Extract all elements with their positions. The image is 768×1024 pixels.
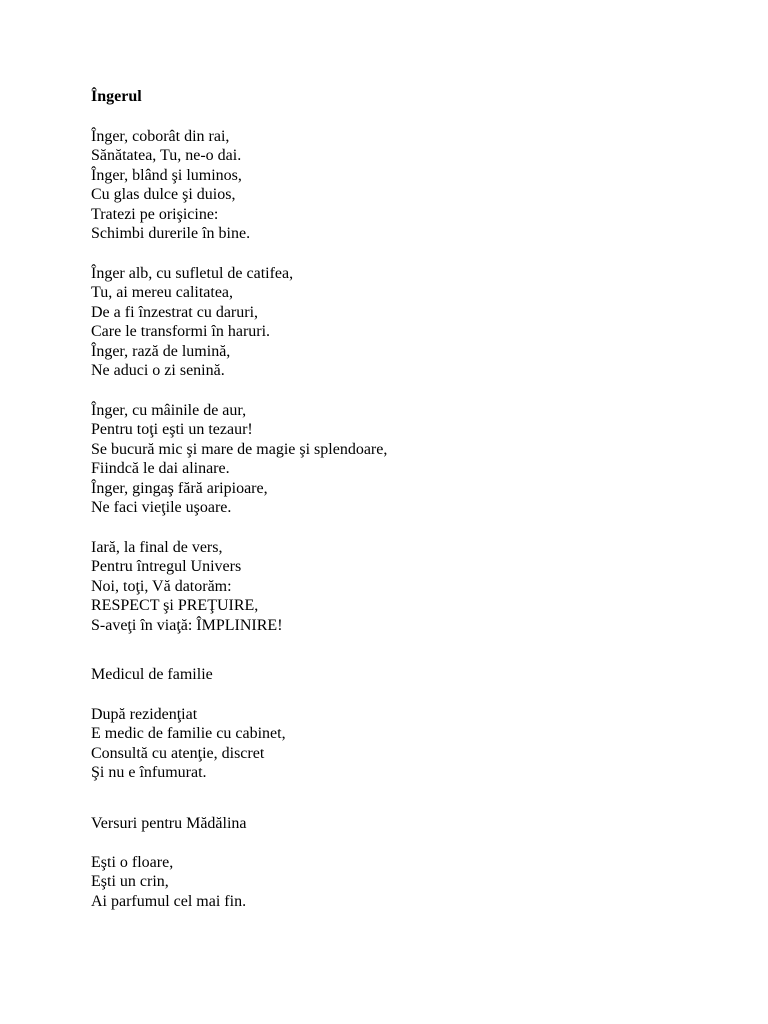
verse-line: Sănătatea, Tu, ne-o dai.	[91, 147, 242, 164]
verse-line: Care le transformi în haruri.	[91, 323, 271, 340]
verse-line: E medic de familie cu cabinet,	[91, 725, 286, 742]
verse-line: De a fi înzestrat cu daruri,	[91, 304, 259, 321]
verse-line: Înger, rază de lumină,	[91, 343, 231, 360]
verse-line: Tu, ai mereu calitatea,	[91, 284, 234, 301]
verse-line: Cu glas dulce şi duios,	[91, 186, 236, 203]
verse-line: Fiindcă le dai alinare.	[91, 460, 230, 477]
poem-title-ingerul: Îngerul	[91, 88, 142, 105]
verse-line: Înger, blând şi luminos,	[91, 167, 242, 184]
verse-line: Ai parfumul cel mai fin.	[91, 893, 247, 910]
verse-line: Înger, gingaş fără aripioare,	[91, 480, 268, 497]
verse-line: Noi, toţi, Vă datorăm:	[91, 578, 232, 595]
verse-line: Înger, cu mâinile de aur,	[91, 402, 247, 419]
verse-line: Înger alb, cu sufletul de catifea,	[91, 265, 294, 282]
verse-line: Şi nu e înfumurat.	[91, 764, 207, 781]
verse-line: Pentru întregul Univers	[91, 558, 242, 575]
verse-line: Iară, la final de vers,	[91, 539, 223, 556]
verse-line: Se bucură mic şi mare de magie şi splendoare,	[91, 441, 388, 458]
verse-line: Tratezi pe orişicine:	[91, 206, 219, 223]
verse-line: După rezidenţiat	[91, 706, 198, 723]
verse-line: Pentru toţi eşti un tezaur!	[91, 421, 253, 438]
verse-line: Schimbi durerile în bine.	[91, 225, 251, 242]
verse-line: Înger, coborât din rai,	[91, 128, 230, 145]
verse-line: RESPECT şi PREŢUIRE,	[91, 597, 259, 614]
poem-title-versuri-pentru-madalina: Versuri pentru Mădălina	[91, 815, 247, 832]
verse-line: Consultă cu atenţie, discret	[91, 745, 265, 762]
verse-line: Eşti o floare,	[91, 854, 174, 871]
verse-line: Ne faci vieţile uşoare.	[91, 499, 232, 516]
verse-line: S-aveţi în viaţă: ÎMPLINIRE!	[91, 617, 283, 634]
verse-line: Eşti un crin,	[91, 873, 169, 890]
poem-title-medicul-de-familie: Medicul de familie	[91, 666, 213, 683]
verse-line: Ne aduci o zi senină.	[91, 362, 225, 379]
